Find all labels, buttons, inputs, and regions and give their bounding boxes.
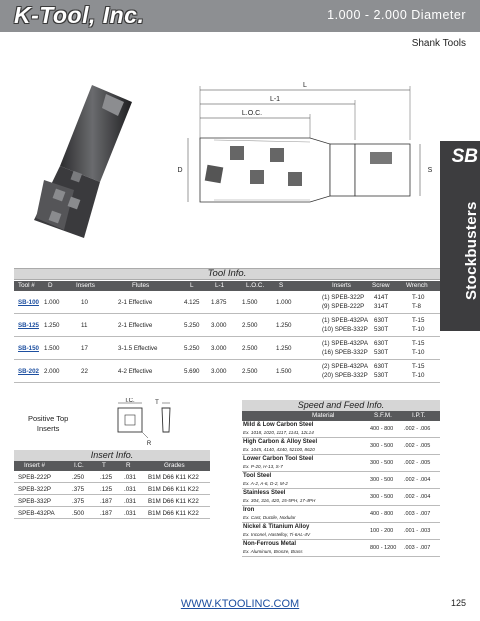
insert-t-label: T xyxy=(155,400,159,406)
tool-inserts: 22 xyxy=(81,368,88,375)
tool-insert-b: (20) SPEB-332P xyxy=(322,372,368,379)
tool-wrench-b: T-10 xyxy=(412,326,425,333)
insert-code: SPEB-322P xyxy=(18,486,52,493)
insert-row xyxy=(14,495,210,507)
insert-row xyxy=(14,507,210,519)
col-l1: L-1 xyxy=(215,282,225,289)
material-name: Nickel & Titanium Alloy xyxy=(243,524,310,530)
material-name: High Carbon & Alloy Steel xyxy=(243,439,318,445)
material-sfm: 100 - 200 xyxy=(370,528,394,534)
material-examples: Ex. P-20, H-13, S-7 xyxy=(243,464,283,469)
tool-screw-a: 630T xyxy=(374,317,389,324)
tool-insert-b: (9) SPEB-222P xyxy=(322,303,365,310)
tool-screw-b: 530T xyxy=(374,326,389,333)
insert-r: .031 xyxy=(124,498,137,505)
insert-grades: B1M D66 K11 K22 xyxy=(148,474,199,481)
material-name: Non-Ferrous Metal xyxy=(243,541,297,547)
tool-l: 5.690 xyxy=(184,368,200,375)
col-material: Material xyxy=(312,412,335,419)
col-inserts: Inserts xyxy=(76,282,95,289)
tool-insert-a: (1) SPEB-432PA xyxy=(322,317,368,324)
tool-photo xyxy=(14,80,144,250)
tool-wrench-b: T-8 xyxy=(412,303,421,310)
insert-r: .031 xyxy=(124,486,137,493)
col-flutes: Flutes xyxy=(132,282,150,289)
material-sfm: 400 - 800 xyxy=(370,426,394,432)
dim-label-l1: L-1 xyxy=(269,96,281,103)
dim-label-loc: L.O.C. xyxy=(241,110,263,117)
page-header xyxy=(0,0,480,32)
insert-type-label xyxy=(28,414,68,434)
tool-l: 4.125 xyxy=(184,299,200,306)
material-examples: Ex. 1018, 1020, 1117, 1141, 12L14 xyxy=(243,430,314,435)
page-number: 125 xyxy=(450,598,466,608)
tool-flutes: 2-1 Effective xyxy=(118,322,153,329)
tool-l1: 3.000 xyxy=(211,322,227,329)
col-s: S xyxy=(279,282,284,289)
insert-grades: B1M D66 K11 K22 xyxy=(148,498,199,505)
tool-inserts: 17 xyxy=(81,345,88,352)
insert-row xyxy=(14,471,210,483)
tool-insert-b: (16) SPEB-332P xyxy=(322,349,368,356)
material-examples: Ex. Cast, Ductile, Nodular xyxy=(243,515,296,520)
tool-insert-b: (10) SPEB-332P xyxy=(322,326,368,333)
insert-info-title: Insert Info. xyxy=(14,450,210,461)
tool-row xyxy=(14,291,440,314)
dimension-diagram xyxy=(170,80,440,210)
material-examples: Ex. Aluminum, Bronze, Brass xyxy=(243,549,303,554)
tool-inserts: 10 xyxy=(81,299,88,306)
material-sfm: 400 - 800 xyxy=(370,511,394,517)
insert-code: SPEB-222P xyxy=(18,474,52,481)
insert-code: SPEB-432PA xyxy=(18,510,55,517)
insert-type-line1: Positive Top xyxy=(28,414,69,423)
insert-t: .187 xyxy=(100,498,113,505)
tool-s: 1.000 xyxy=(276,299,292,306)
tool-row xyxy=(14,314,440,337)
speed-feed-row xyxy=(242,489,440,506)
tool-wrench-a: T-15 xyxy=(412,363,425,370)
col-loc: L.O.C. xyxy=(246,282,265,289)
tool-screw-b: 530T xyxy=(374,372,389,379)
material-sfm: 800 - 1200 xyxy=(370,545,397,551)
tool-s: 1.250 xyxy=(276,345,292,352)
material-sfm: 300 - 500 xyxy=(370,477,394,483)
tool-d: 1.000 xyxy=(44,299,60,306)
col-r: R xyxy=(126,462,131,469)
tool-info-header xyxy=(14,281,440,291)
speed-feed-row xyxy=(242,540,440,557)
insert-code: SPEB-332P xyxy=(18,498,52,505)
col-wrench: Wrench xyxy=(406,282,428,289)
col-grades: Grades xyxy=(164,462,185,469)
tool-flutes: 4-2 Effective xyxy=(118,368,153,375)
speed-feed-header xyxy=(242,411,440,421)
section-subtitle: Shank Tools xyxy=(411,38,466,49)
tool-wrench-a: T-15 xyxy=(412,317,425,324)
side-tab-code: SB xyxy=(451,146,478,167)
insert-row xyxy=(14,483,210,495)
material-ipt: .001 - .003 xyxy=(404,528,431,534)
material-ipt: .002 - .006 xyxy=(404,426,431,432)
insert-t: .187 xyxy=(100,510,113,517)
tool-insert-a: (1) SPEB-432PA xyxy=(322,340,368,347)
insert-t: .125 xyxy=(100,474,113,481)
material-ipt: .002 - .004 xyxy=(404,494,431,500)
tool-l: 5.250 xyxy=(184,345,200,352)
tool-screw-b: 314T xyxy=(374,303,389,310)
material-sfm: 300 - 500 xyxy=(370,443,394,449)
speed-feed-row xyxy=(242,506,440,523)
dim-label-d: D xyxy=(177,167,183,174)
insert-ic-label: I.C. xyxy=(125,398,135,404)
material-sfm: 300 - 500 xyxy=(370,494,394,500)
insert-ic: .500 xyxy=(72,510,85,517)
section-title: 1.000 - 2.000 Diameter xyxy=(327,8,466,22)
material-ipt: .003 - .007 xyxy=(404,545,431,551)
tool-wrench-a: T-15 xyxy=(412,340,425,347)
col-screw: Screw xyxy=(372,282,390,289)
tool-s: 1.500 xyxy=(276,368,292,375)
material-examples: Ex. A-2, A-6, D-2, M-2 xyxy=(243,481,288,486)
material-ipt: .002 - .005 xyxy=(404,443,431,449)
tool-row xyxy=(14,337,440,360)
insert-r: .031 xyxy=(124,510,137,517)
material-ipt: .002 - .005 xyxy=(404,460,431,466)
tool-wrench-b: T-10 xyxy=(412,372,425,379)
tool-screw-a: 630T xyxy=(374,340,389,347)
material-examples: Ex. 1045, 4140, 4340, 52100, 8620 xyxy=(243,447,315,452)
speed-feed-row xyxy=(242,455,440,472)
insert-grades: B1M D66 K11 K22 xyxy=(148,486,199,493)
tool-link[interactable]: SB-150 xyxy=(18,345,39,352)
material-ipt: .003 - .007 xyxy=(404,511,431,517)
side-tab-label: Stockbusters xyxy=(463,201,480,300)
tool-d: 2.000 xyxy=(44,368,60,375)
tool-wrench-b: T-10 xyxy=(412,349,425,356)
col-tool: Tool # xyxy=(18,282,35,289)
tool-loc: 2.500 xyxy=(242,322,258,329)
tool-insert-a: (2) SPEB-432PA xyxy=(322,363,368,370)
speed-feed-title: Speed and Feed Info. xyxy=(242,400,440,411)
tool-screw-a: 630T xyxy=(374,363,389,370)
tool-s: 1.250 xyxy=(276,322,292,329)
speed-feed-row xyxy=(242,472,440,489)
insert-info-header xyxy=(14,461,210,471)
tool-l1: 3.000 xyxy=(211,368,227,375)
insert-r-label: R xyxy=(146,441,152,447)
col-inserts-2: Inserts xyxy=(332,282,351,289)
brand-logo: K-Tool, Inc. xyxy=(14,2,145,28)
speed-feed-row xyxy=(242,438,440,455)
tool-screw-b: 530T xyxy=(374,349,389,356)
tool-loc: 1.500 xyxy=(242,299,258,306)
col-d: D xyxy=(48,282,53,289)
tool-l1: 3.000 xyxy=(211,345,227,352)
material-name: Stainless Steel xyxy=(243,490,286,496)
insert-type-line2: Inserts xyxy=(36,424,60,433)
insert-ic: .250 xyxy=(72,474,85,481)
tool-d: 1.500 xyxy=(44,345,60,352)
speed-feed-row xyxy=(242,523,440,540)
col-l: L xyxy=(190,282,194,289)
tool-loc: 2.500 xyxy=(242,368,258,375)
tool-l1: 1.875 xyxy=(211,299,227,306)
dim-label-l: L xyxy=(303,82,307,89)
insert-ic: .375 xyxy=(72,498,85,505)
tool-info-title: Tool Info. xyxy=(14,268,440,280)
material-name: Mild & Low Carbon Steel xyxy=(243,422,314,428)
col-t: T xyxy=(102,462,106,469)
col-sfm: S.F.M. xyxy=(374,412,392,419)
tool-link[interactable]: SB-100 xyxy=(18,299,39,306)
speed-feed-row xyxy=(242,421,440,438)
material-name: Lower Carbon Tool Steel xyxy=(243,456,314,462)
material-examples: Ex. 304, 316, 420, 15-5PH, 17-4PH xyxy=(243,498,316,503)
insert-grades: B1M D66 K11 K22 xyxy=(148,510,199,517)
material-sfm: 300 - 500 xyxy=(370,460,394,466)
tool-inserts: 11 xyxy=(81,322,88,329)
tool-flutes: 2-1 Effective xyxy=(118,299,153,306)
tool-d: 1.250 xyxy=(44,322,60,329)
material-ipt: .002 - .004 xyxy=(404,477,431,483)
tool-insert-a: (1) SPEB-322P xyxy=(322,294,365,301)
website-link[interactable]: WWW.KTOOLINC.COM xyxy=(180,598,300,610)
tool-loc: 2.500 xyxy=(242,345,258,352)
col-insert: Insert # xyxy=(24,462,45,469)
material-examples: Ex. Inconel, Hastelloy, Ti-6AL-4V xyxy=(243,532,311,537)
insert-r: .031 xyxy=(124,474,137,481)
tool-flutes: 3-1.5 Effective xyxy=(118,345,158,352)
tool-l: 5.250 xyxy=(184,322,200,329)
tool-link[interactable]: SB-125 xyxy=(18,322,39,329)
tool-wrench-a: T-10 xyxy=(412,294,425,301)
col-ic: I.C. xyxy=(74,462,84,469)
col-ipt: I.P.T. xyxy=(412,412,426,419)
tool-screw-a: 414T xyxy=(374,294,389,301)
insert-ic: .375 xyxy=(72,486,85,493)
insert-diagram xyxy=(112,398,192,448)
tool-row xyxy=(14,360,440,383)
tool-link[interactable]: SB-202 xyxy=(18,368,39,375)
dim-label-s: S xyxy=(427,167,433,174)
material-name: Tool Steel xyxy=(243,473,272,479)
insert-t: .125 xyxy=(100,486,113,493)
material-name: Iron xyxy=(243,507,255,513)
